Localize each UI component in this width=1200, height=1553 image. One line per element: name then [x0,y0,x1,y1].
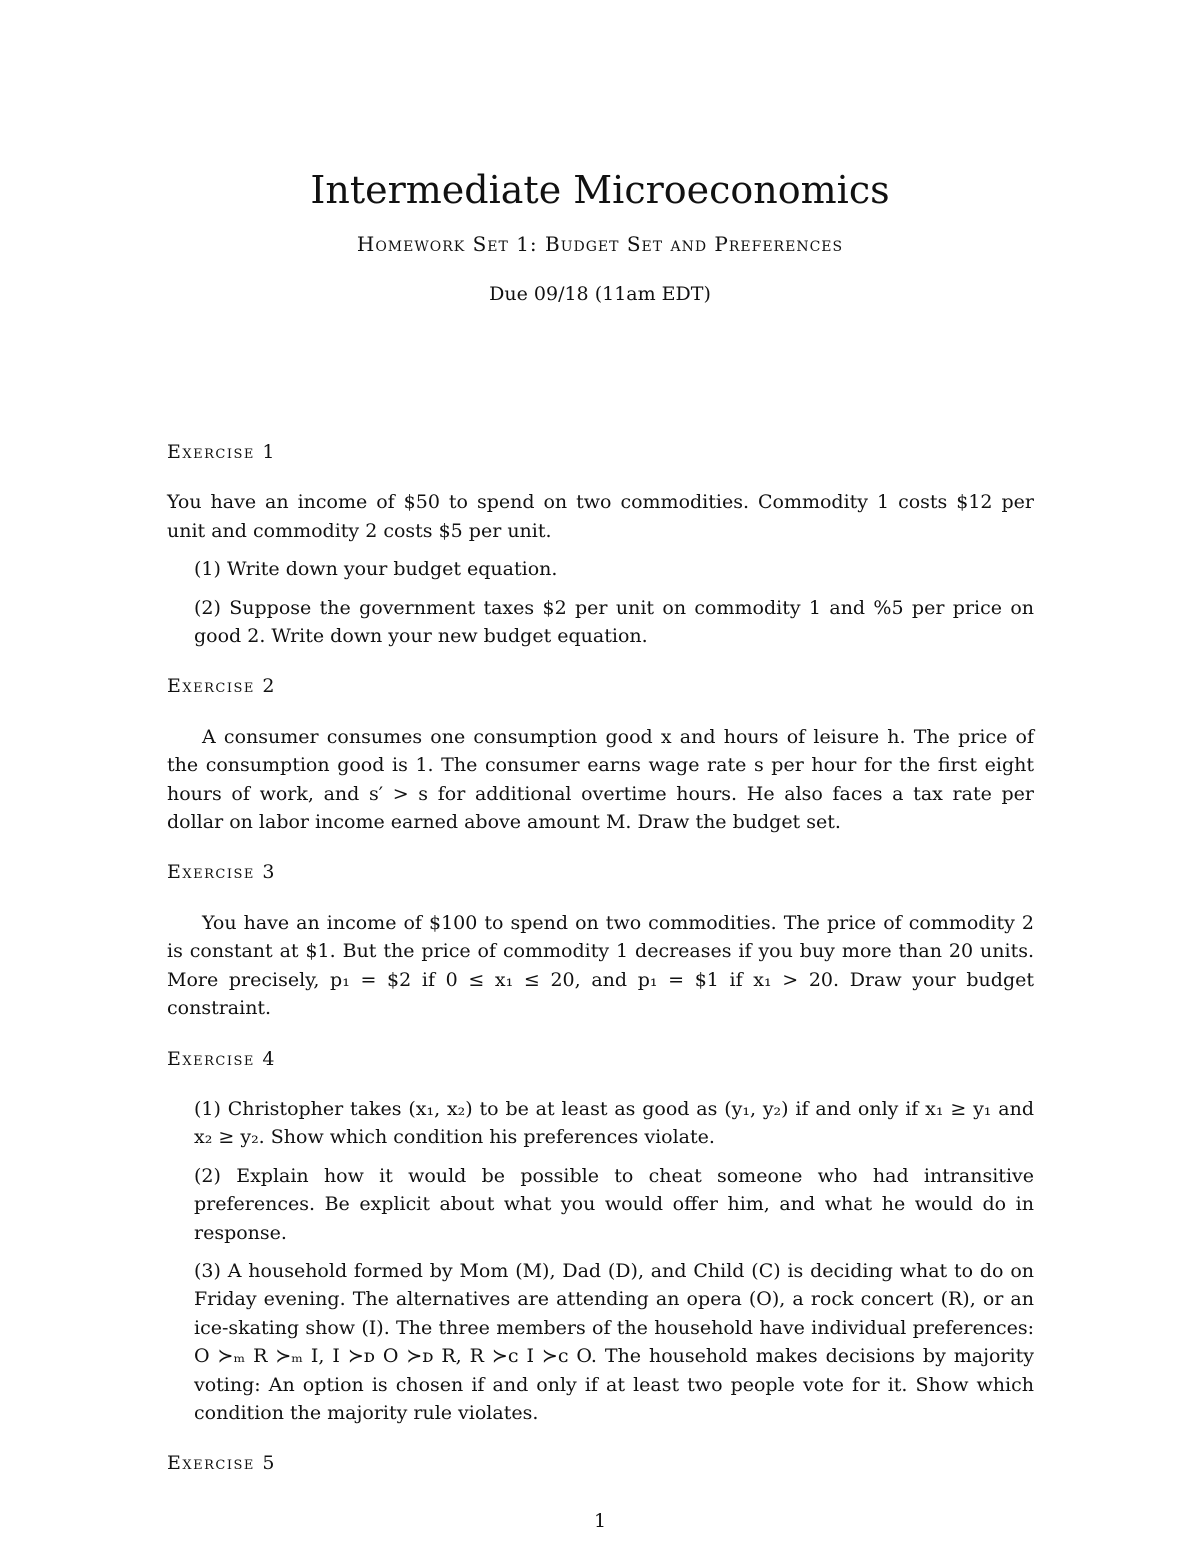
exercise-1-intro: You have an income of $50 to spend on two commodities. Commodity 1 costs $12 per unit and commodity 2 costs $5 per unit. [167,491,1034,542]
exercise-1 [167,438,1034,650]
exercise-4-item-1: (1) Christopher takes (x₁, x₂) to be at least as good as (y₁, y₂) if and only if x₁ ≥ y₁ and x₂ ≥ y₂. Show which condition his preferences violate. [194,1097,1034,1149]
exercise-1-heading: Exercise 1 [167,441,277,463]
exercise-1-item-1: (1) Write down your budget equation. [194,558,558,581]
exercise-5 [167,1449,1034,1477]
exercise-4-item-2: (2) Explain how it would be possible to cheat someone who had intransitive preferences. Be explicit about what you would offer him, and what he would do in response. [194,1164,1034,1244]
exercise-3 [167,858,1034,1022]
exercise-2-body: A consumer consumes one consumption good x and hours of leisure h. The price of the consumption good is 1. The consumer earns wage rate s per hour for the first eight hours of work, and s′ > s for additional overtime hours. He also faces a tax rate per dollar on labor income earned above amount M. Draw the budget set. [167,725,1034,834]
page-title: Intermediate Microeconomics [310,168,890,212]
exercise-1-item-2: (2) Suppose the government taxes $2 per unit on commodity 1 and %5 per price on good 2. Write down your new budget equation. [194,596,1034,648]
exercise-5-heading: Exercise 5 [167,1452,277,1475]
exercise-list [167,438,1034,1500]
exercise-3-body: You have an income of $100 to spend on two commodities. The price of commodity 2 is constant at $1. But the price of commodity 1 decreases if you buy more than 20 units. More precisely, p₁ = $2 if 0 ≤ x₁ ≤ 20, and p₁ = $1 if x₁ > 20. Draw your budget constraint. [167,911,1034,1020]
exercise-2 [167,672,1034,836]
due-date: Due 09/18 (11am EDT) [489,283,711,305]
page-number: 1 [593,1510,607,1532]
exercise-3-heading: Exercise 3 [167,861,277,884]
exercise-2-heading: Exercise 2 [167,675,277,698]
homework-subtitle: Homework Set 1: Budget Set and Preferences [356,232,844,256]
exercise-4 [167,1045,1034,1428]
exercise-4-heading: Exercise 4 [167,1047,277,1070]
exercise-4-item-3: (3) A household formed by Mom (M), Dad (D), and Child (C) is deciding what to do on Friday evening. The alternatives are attending an opera (O), a rock concert (R), or an ice-skating show (I). The three members of the household have individual preferences: O ≻ₘ R ≻ₘ I, I ≻ᴅ O ≻ᴅ R, R ≻ᴄ I ≻ᴄ O. The household makes decisions by majority voting: An option is chosen if and only if at least two people vote for it. Show which condition the majority rule violates. [194,1259,1034,1424]
